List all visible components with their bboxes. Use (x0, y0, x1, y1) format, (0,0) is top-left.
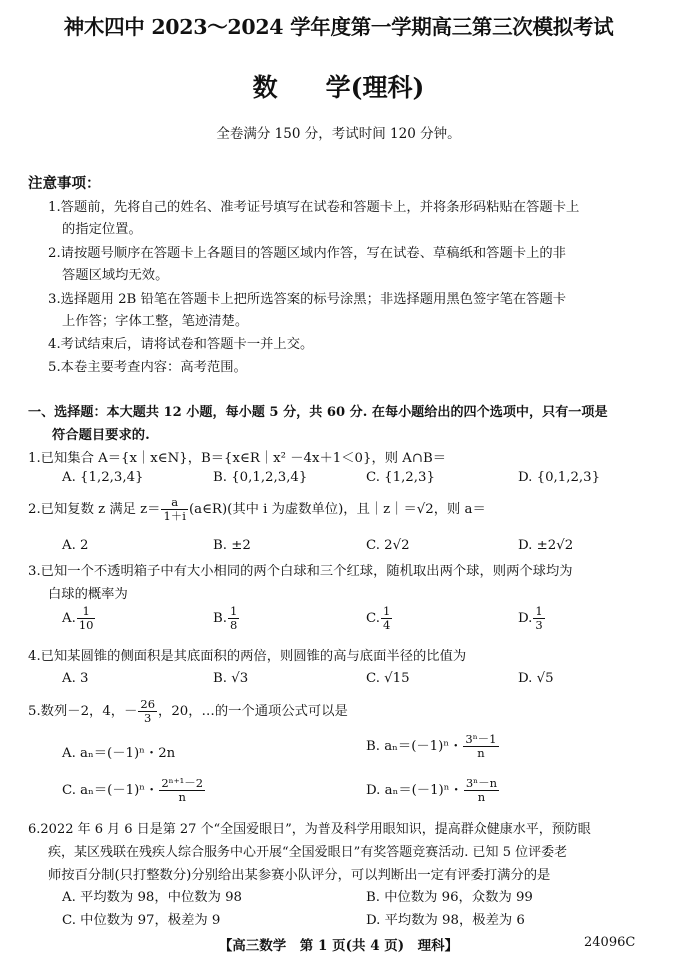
option-fraction (463, 733, 498, 760)
question-2-option-a: A. 2 (62, 538, 89, 553)
question-1-stem: 1.已知集合 A＝{x｜x∈N}，B＝{x∈R｜x² －4x＋1＜0}，则 A∩B＝ (28, 451, 447, 466)
notice-line-1: 1.答题前，先将自己的姓名、准考证号填写在试卷和答题卡上，并将条形码粘贴在答题卡上 (48, 200, 580, 215)
question-3-option-b (213, 605, 240, 632)
question-6-stem: 6.2022 年 6 月 6 日是第 27 个“全国爱眼日”，为普及科学用眼知识，提高群众健康水平，预防眼 (28, 822, 591, 837)
notice-line-6: 上作答；字体工整，笔迹清楚。 (62, 314, 249, 329)
question-3-option-d (518, 605, 546, 632)
paper-code: 24096C (584, 935, 636, 950)
question-3-option-c (366, 605, 393, 632)
fraction-denominator: n (477, 790, 486, 804)
question-5-option-c (62, 777, 206, 804)
option-fraction (228, 605, 239, 632)
fraction-denominator: 10 (78, 618, 94, 632)
fraction-denominator: n (477, 746, 485, 760)
question-2-stem-post: (a∈R)(其中 i 为虚数单位)，且｜z｜＝√2，则 a＝ (188, 502, 486, 517)
fraction-numerator: 3ⁿ－n (465, 776, 498, 790)
question-1-option-b: B. {0,1,2,3,4} (213, 470, 308, 485)
question-2-stem (28, 496, 486, 523)
notice-line-4: 答题区域均无效。 (62, 268, 169, 283)
notice-line-3: 2.请按题号顺序在答题卡上各题目的答题区域内作答，写在试卷、草稿纸和答题卡上的非 (48, 246, 566, 261)
fraction-numerator: 26 (140, 697, 156, 711)
section-heading-cont: 符合题目要求的. (52, 428, 150, 443)
option-label: B. (213, 611, 227, 626)
option-prefix: C. aₙ＝(－1)ⁿ・ (62, 783, 159, 798)
question-3-option-a (62, 605, 96, 632)
fraction-numerator: 2ⁿ⁺¹－2 (161, 776, 204, 790)
full-score-note: 全卷满分 150 分，考试时间 120 分钟。 (216, 126, 461, 142)
fraction-numerator: 1 (382, 604, 391, 618)
option-fraction (77, 605, 96, 632)
subject-left: 数 (252, 73, 278, 102)
notice-line-8: 5.本卷主要考查内容：高考范围。 (48, 360, 247, 375)
question-2-stem-pre: 2.已知复数 z 满足 z＝ (28, 502, 161, 517)
question-1-option-c: C. {1,2,3} (366, 470, 435, 485)
question-5-option-a: A. aₙ＝(－1)ⁿ・2n (62, 746, 176, 761)
fraction-denominator: 4 (382, 618, 391, 632)
option-label: A. (62, 611, 76, 626)
option-label: C. (366, 611, 380, 626)
question-5-option-b (366, 733, 500, 760)
fraction-numerator: 1 (535, 604, 543, 618)
question-4-option-a: A. 3 (62, 671, 89, 686)
question-5-fraction (138, 698, 157, 725)
question-3-stem-cont: 白球的概率为 (48, 587, 128, 602)
question-2-option-c: C. 2√2 (366, 538, 410, 553)
fraction-denominator: 8 (230, 618, 238, 632)
option-fraction (464, 777, 499, 804)
question-4-stem: 4.已知某圆锥的侧面积是其底面积的两倍，则圆锥的高与底面半径的比值为 (28, 649, 467, 664)
option-fraction (533, 605, 544, 632)
question-6-stem-cont-1: 疾，某区残联在残疾人综合服务中心开展“全国爱眼日”有奖答题竞赛活动. 已知 5 位评委老 (48, 845, 568, 860)
question-4-option-c: C. √15 (366, 671, 410, 686)
question-5-stem (28, 698, 348, 725)
option-prefix: B. aₙ＝(－1)ⁿ・ (366, 739, 463, 754)
question-4-option-b: B. √3 (213, 671, 249, 686)
fraction-numerator: a (161, 496, 188, 510)
fraction-numerator: 1 (230, 604, 238, 618)
fraction-denominator: 3 (535, 618, 543, 632)
question-6-stem-cont-2: 师按百分制(只打整数分)分别给出某参赛小队评分，可以判断出一定有评委打满分的是 (48, 868, 551, 883)
notice-line-5: 3.选择题用 2B 铅笔在答题卡上把所选答案的标号涂黑；非选择题用黑色签字笔在答题卡 (48, 292, 567, 307)
question-3-stem: 3.已知一个不透明箱子中有大小相同的两个白球和三个红球，随机取出两个球，则两个球均为 (28, 564, 573, 579)
fraction-denominator: 1＋i (163, 509, 186, 523)
question-6-option-c: C. 中位数为 97，极差为 9 (62, 913, 221, 928)
option-fraction (381, 605, 392, 632)
notice-line-2: 的指定位置。 (62, 222, 142, 237)
subject-right: 学(理科) (325, 73, 425, 102)
question-5-stem-post: ，20，…的一个通项公式可以是 (158, 704, 348, 719)
question-5-stem-pre: 5.数列－2，4，－ (28, 704, 138, 719)
fraction-numerator: 1 (77, 605, 96, 619)
option-fraction (159, 777, 205, 804)
option-prefix: D. aₙ＝(－1)ⁿ・ (366, 783, 463, 798)
question-1-option-a: A. {1,2,3,4} (62, 470, 144, 485)
fraction-numerator: 3ⁿ－1 (465, 732, 497, 746)
question-6-option-d: D. 平均数为 98，极差为 6 (366, 913, 525, 928)
section-heading: 一、选择题：本大题共 12 小题，每小题 5 分，共 60 分. 在每小题给出的四个选项中，只有一项是 (28, 405, 608, 420)
question-4-option-d: D. √5 (518, 671, 554, 686)
question-6-option-a: A. 平均数为 98，中位数为 98 (62, 890, 243, 905)
notice-heading: 注意事项： (28, 175, 101, 192)
question-6-option-b: B. 中位数为 96，众数为 99 (366, 890, 533, 905)
question-1-option-d: D. {0,1,2,3} (518, 470, 601, 485)
page-footer: 【高三数学 第 1 页(共 4 页) 理科】 (218, 938, 459, 954)
question-5-option-d (366, 777, 500, 804)
question-2-fraction (161, 496, 188, 523)
question-2-option-b: B. ±2 (213, 538, 251, 553)
fraction-denominator: n (178, 790, 186, 804)
option-label: D. (518, 611, 533, 626)
exam-title: 神木四中 2023～2024 学年度第一学期高三第三次模拟考试 (63, 15, 614, 39)
question-2-option-d: D. ±2√2 (518, 538, 574, 553)
notice-line-7: 4.考试结束后，请将试卷和答题卡一并上交。 (48, 337, 314, 352)
subject-title (0, 68, 677, 104)
fraction-denominator: 3 (144, 711, 152, 725)
